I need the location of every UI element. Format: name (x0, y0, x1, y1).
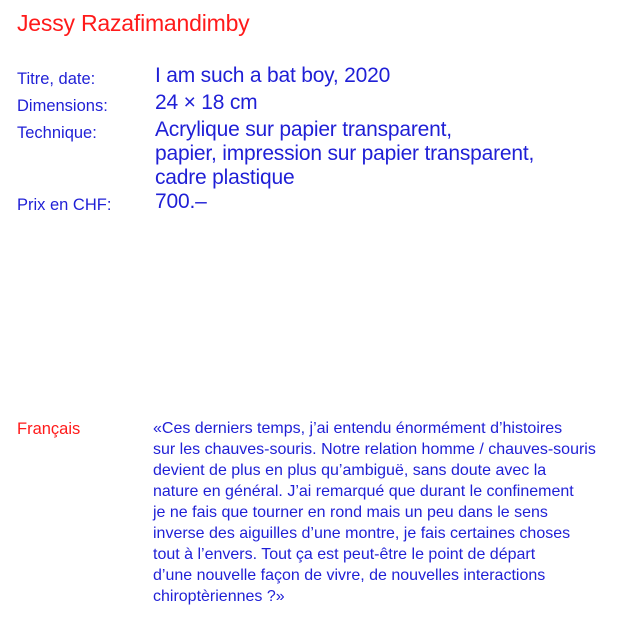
price-value (155, 190, 207, 214)
dimensions-label: Dimensions: (17, 97, 108, 115)
technique-label: Technique: (17, 124, 97, 142)
detail-row-dimensions (17, 91, 534, 118)
statement-line: nature en général. J’ai remarqué que durant le confinement (153, 483, 574, 500)
title-date-value (155, 64, 390, 88)
detail-row-technique (17, 118, 534, 190)
technique-line-1: Acrylique sur papier transparent, (155, 118, 452, 141)
dimensions-value (155, 91, 257, 115)
dimensions-line: 24 × 18 cm (155, 91, 258, 114)
statement-line: «Ces derniers temps, j’ai entendu énormément d’histoires (153, 420, 563, 437)
statement-line: chiroptèriennes ?» (153, 588, 285, 605)
statement-line: je ne fais que tourner en rond mais un peu dans le sens (153, 504, 548, 521)
language-label: Français (17, 420, 81, 438)
price-line: 700.– (155, 190, 207, 213)
title-date-label: Titre, date: (17, 70, 96, 88)
title-date-line: I am such a bat boy, 2020 (155, 64, 391, 87)
detail-row-title (17, 64, 534, 91)
statement-line: inverse des aiguilles d’une montre, je fais certaines choses (153, 525, 571, 542)
artist-name: Jessy Razafimandimby (17, 10, 250, 36)
detail-row-price (17, 190, 534, 217)
technique-line-2: papier, impression sur papier transparent, (155, 142, 535, 165)
technique-value (155, 118, 534, 190)
statement-line: sur les chauves-souris. Notre relation homme / chauves-souris (153, 441, 596, 458)
artwork-details (17, 64, 534, 217)
technique-line-3: cadre plastique (155, 166, 295, 189)
statement-line: tout à l’envers. Tout ça est peut-être le point de départ (153, 546, 536, 563)
statement-line: d’une nouvelle façon de vivre, de nouvelles interactions (153, 567, 546, 584)
artist-statement (153, 418, 623, 607)
statement-line: devient de plus en plus qu’ambiguë, sans doute avec la (153, 462, 547, 479)
price-label: Prix en CHF: (17, 196, 112, 214)
